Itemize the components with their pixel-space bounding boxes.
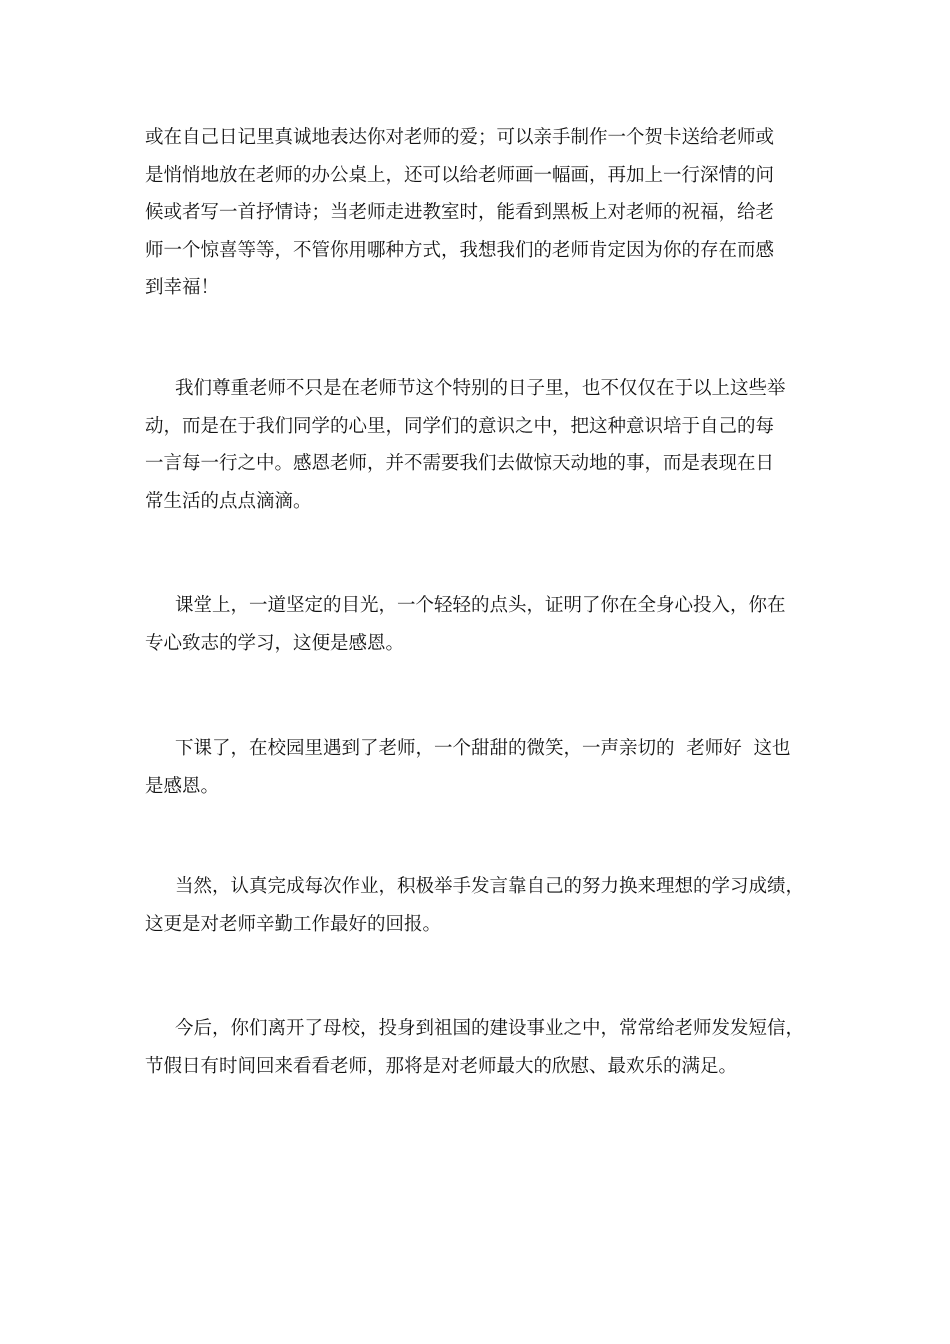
text-line: 或在自己日记里真诚地表达你对老师的爱；可以亲手制作一个贺卡送给老师或 — [145, 127, 775, 148]
paragraph-4 — [145, 730, 810, 805]
text-line: 我们尊重老师不只是在老师节这个特别的日子里，也不仅仅在于以上这些举 — [175, 378, 786, 399]
text-line: 当然，认真完成每次作业，积极举手发言靠自己的努力换来理想的学习成绩， — [175, 876, 805, 897]
paragraph-1 — [145, 119, 810, 307]
text-line: 候或者写一首抒情诗；当老师走进教室时，能看到黑板上对老师的祝福，给老 — [145, 202, 775, 223]
text-line: 专心致志的学习，这便是感恩。 — [145, 632, 405, 654]
text-line: 课堂上，一道坚定的目光，一个轻轻的点头，证明了你在全身心投入，你在 — [175, 595, 786, 616]
text-line: 节假日有时间回来看看老师，那将是对老师最大的欣慰、最欢乐的满足。 — [145, 1055, 738, 1077]
text-line: 是感恩。 — [145, 775, 220, 797]
text-line: 师一个惊喜等等，不管你用哪种方式，我想我们的老师肯定因为你的存在而感 — [145, 239, 775, 261]
text-line: 这更是对老师辛勤工作最好的回报。 — [145, 913, 442, 935]
paragraph-5 — [145, 868, 810, 943]
text-line: 一言每一行之中。感恩老师，并不需要我们去做惊天动地的事，而是表现在日 — [145, 453, 775, 474]
text-line: 动，而是在于我们同学的心里，同学们的意识之中，把这种意识培于自己的每 — [145, 415, 775, 437]
text-line: 是悄悄地放在老师的办公桌上，还可以给老师画一幅画，再加上一行深情的问 — [145, 164, 775, 186]
paragraph-6 — [145, 1010, 810, 1085]
paragraph-3 — [145, 587, 810, 662]
text-line: 常生活的点点滴滴。 — [145, 490, 312, 512]
text-line: 下课了，在校园里遇到了老师，一个甜甜的微笑，一声亲切的 老师好 这也 — [175, 738, 791, 759]
paragraph-2 — [145, 370, 810, 520]
text-line: 今后，你们离开了母校，投身到祖国的建设事业之中，常常给老师发发短信， — [175, 1018, 805, 1039]
text-line: 到幸福！ — [145, 277, 220, 298]
